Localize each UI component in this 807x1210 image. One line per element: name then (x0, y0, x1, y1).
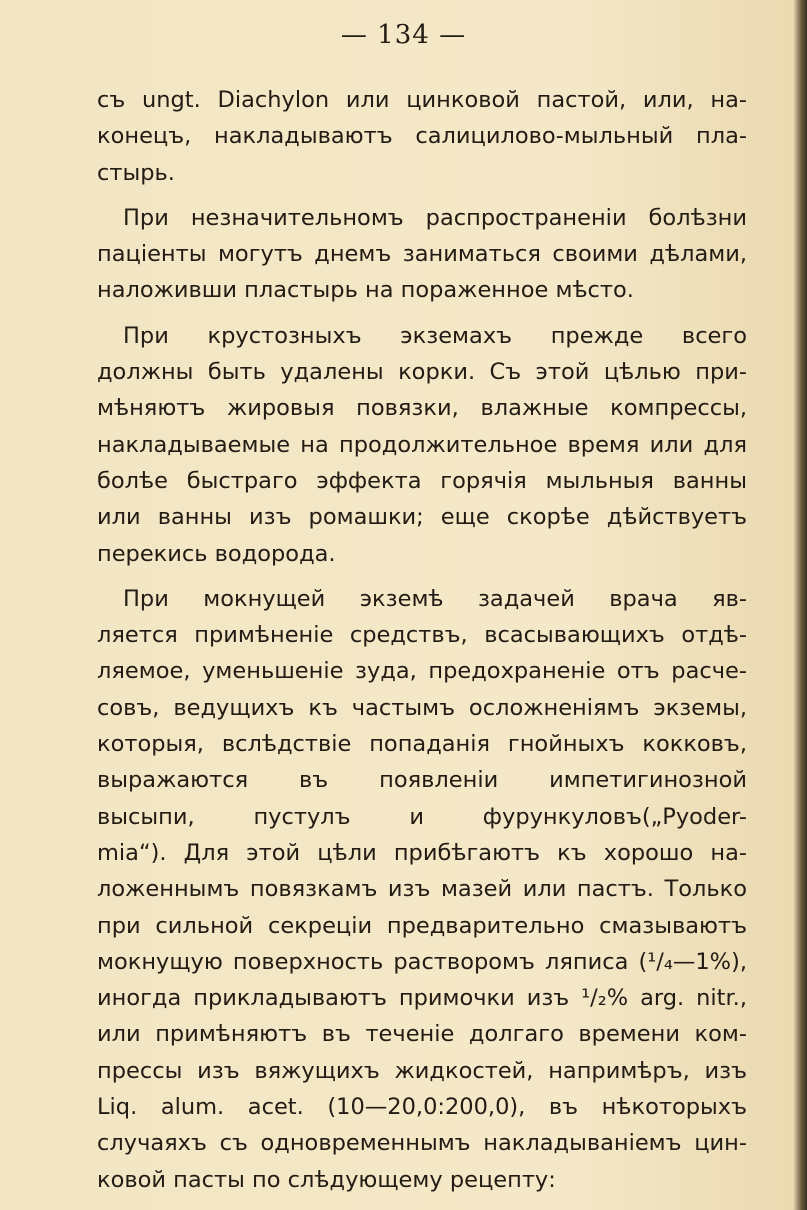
text-line: иногда прикладываютъ примочки изъ ¹/₂% arg. nitr., (97, 985, 747, 1012)
text-line: конецъ, накладываютъ салицилово-мыльный пла- (97, 123, 747, 150)
text-line: паціенты могутъ днемъ заниматься своими дѣлами, (97, 241, 747, 268)
text-line: высыпи, пустулъ и фурункуловъ(„Pyoder- (97, 803, 747, 830)
text-line: mia“). Для этой цѣли прибѣгаютъ къ хорошо на- (97, 839, 747, 866)
text-line: или ванны изъ ромашки; еще скорѣе дѣйствуетъ (97, 504, 747, 531)
text-line: ляемое, уменьшеніе зуда, предохраненіе отъ расче- (97, 658, 747, 685)
text-line: ляется примѣненіе средствъ, всасывающихъ отдѣ- (97, 622, 747, 649)
text-line: мокнущую поверхность растворомъ ляписа (¹/₄—1%), (97, 948, 747, 975)
text-line: которыя, вслѣдствіе попаданія гнойныхъ кокковъ, (97, 731, 747, 758)
text-line: болѣе быстраго эффекта горячія мыльныя ванны (97, 467, 747, 494)
text-line: Liq. alum. acet. (10—20,0:200,0), въ нѣкоторыхъ (97, 1094, 747, 1121)
text-line: накладываемые на продолжительное время или для (97, 431, 747, 458)
text-line: прессы изъ вяжущихъ жидкостей, напримѣръ, изъ (97, 1057, 747, 1084)
text-line: при сильной секреціи предварительно смазываютъ (97, 912, 747, 939)
page-number: — 134 — (340, 20, 467, 50)
text-line: стырь. (97, 159, 175, 186)
page-edge-shadow (793, 0, 807, 1210)
text-line: При крустозныхъ экземахъ прежде всего (123, 322, 747, 349)
text-line: или примѣняютъ въ теченіе долгаго времени ком- (97, 1021, 747, 1048)
text-line: перекись водорода. (97, 540, 336, 567)
text-line: мѣняютъ жировыя повязки, влажные компрессы, (97, 395, 747, 422)
text-line: ложеннымъ повязкамъ изъ мазей или пастъ. Только (97, 876, 747, 903)
body-text (97, 82, 747, 1198)
text-line: ковой пасты по слѣдующему рецепту: (97, 1166, 556, 1193)
text-line: выражаются въ появленіи импетигинозной (97, 767, 747, 794)
text-line: При незначительномъ распространеніи болѣзни (123, 204, 747, 231)
text-line: наложивши пластырь на пораженное мѣсто. (97, 277, 634, 304)
text-line: совъ, ведущихъ къ частымъ осложненіямъ экземы, (97, 694, 747, 721)
text-line: При мокнущей экземѣ задачей врача яв- (123, 585, 747, 612)
text-line: случаяхъ съ одновременнымъ накладываніемъ цин- (97, 1130, 747, 1157)
text-line: должны быть удалены корки. Съ этой цѣлью при- (97, 359, 747, 386)
text-line: съ ungt. Diachylon или цинковой пастой, или, на- (97, 87, 747, 113)
